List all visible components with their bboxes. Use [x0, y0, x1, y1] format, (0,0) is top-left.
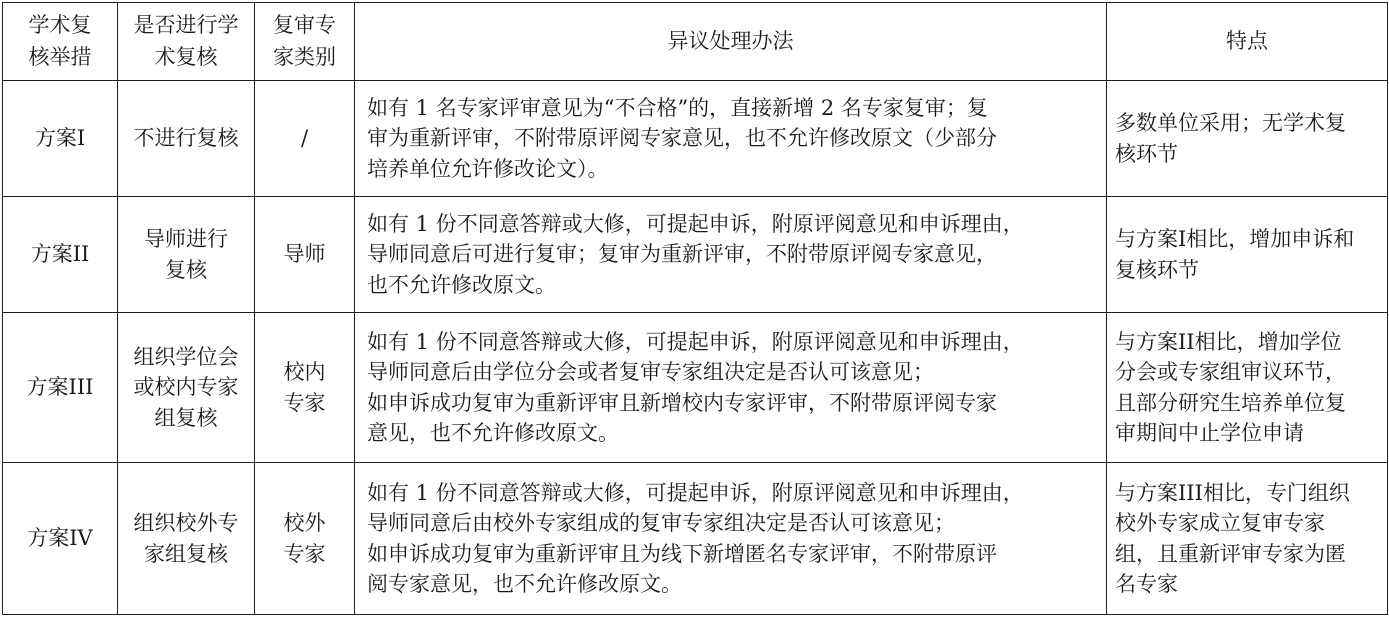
- feature-cell: 与方案III相比，专门组织 校外专家成立复审专家 组，且重新评审专家为匿 名专家: [1107, 463, 1388, 615]
- plan-cell: 方案II: [3, 197, 118, 313]
- feature-cell: 与方案I相比，增加申诉和 复核环节: [1107, 197, 1388, 313]
- plan-cell: 方案I: [3, 81, 118, 197]
- header-review: 是否进行学 术复核: [118, 3, 255, 81]
- expert-type-cell: 校内 专家: [255, 313, 355, 463]
- header-row: [3, 3, 1388, 81]
- feature-cell: 多数单位采用；无学术复 核环节: [1107, 81, 1388, 197]
- method-cell: 如有 1 名专家评审意见为“不合格”的，直接新增 2 名专家复审；复 审为重新评审，不附带原评阅专家意见，也不允许修改原文（少部分 培养单位允许修改论文）。: [355, 81, 1107, 197]
- table-row: [3, 463, 1388, 615]
- expert-type-cell: /: [255, 81, 355, 197]
- table-row: [3, 197, 1388, 313]
- header-expert-type: 复审专 家类别: [255, 3, 355, 81]
- table-row: [3, 313, 1388, 463]
- review-cell: 不进行复核: [118, 81, 255, 197]
- table-row: [3, 81, 1388, 197]
- review-cell: 组织学位会 或校内专家 组复核: [118, 313, 255, 463]
- header-feature: 特点: [1107, 3, 1388, 81]
- method-cell: 如有 1 份不同意答辩或大修，可提起申诉，附原评阅意见和申诉理由， 导师同意后由校外专家组成的复审专家组决定是否认可该意见； 如申诉成功复审为重新评审且为线下新增匿名专家评审，不附带原评 阅专家意见，也不允许修改原文。: [355, 463, 1107, 615]
- academic-review-table: [2, 2, 1388, 615]
- review-cell: 组织校外专 家组复核: [118, 463, 255, 615]
- header-measure: 学术复 核举措: [3, 3, 118, 81]
- expert-type-cell: 导师: [255, 197, 355, 313]
- plan-cell: 方案III: [3, 313, 118, 463]
- plan-cell: 方案IV: [3, 463, 118, 615]
- expert-type-cell: 校外 专家: [255, 463, 355, 615]
- method-cell: 如有 1 份不同意答辩或大修，可提起申诉，附原评阅意见和申诉理由， 导师同意后可进行复审；复审为重新评审，不附带原评阅专家意见， 也不允许修改原文。: [355, 197, 1107, 313]
- review-cell: 导师进行 复核: [118, 197, 255, 313]
- header-method: 异议处理办法: [355, 3, 1107, 81]
- method-cell: 如有 1 份不同意答辩或大修，可提起申诉，附原评阅意见和申诉理由， 导师同意后由学位分会或者复审专家组决定是否认可该意见； 如申诉成功复审为重新评审且新增校内专家评审，不附带原评阅专家 意见，也不允许修改原文。: [355, 313, 1107, 463]
- feature-cell: 与方案II相比，增加学位 分会或专家组审议环节， 且部分研究生培养单位复 审期间中止学位申请: [1107, 313, 1388, 463]
